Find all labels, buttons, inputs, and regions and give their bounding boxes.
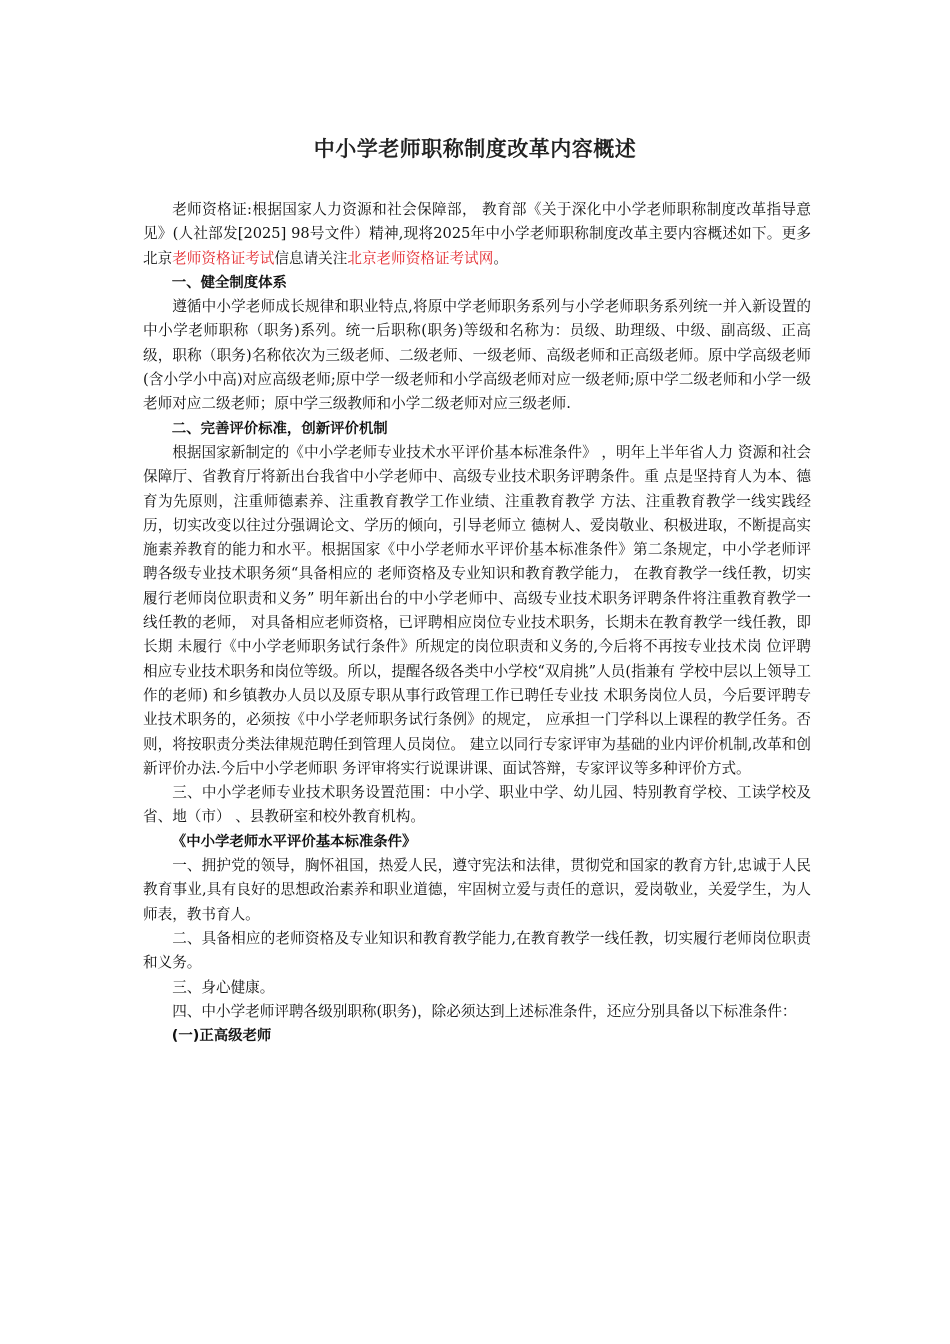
- document-title: 中小学老师职称制度改革内容概述: [313, 137, 637, 161]
- standards-heading: 《中小学老师水平评价基本标准条件》: [171, 833, 417, 850]
- intro-text-after: 。: [493, 249, 508, 267]
- section2-heading: 二、完善评价标准，创新评价机制: [171, 420, 388, 437]
- section2-paragraph: 根据国家新制定的《中小学老师专业技术水平评价基本标准条件》 ，明年上半年省人力 资源和社会保障厅、省教育厅将新出台我省中小学老师中、高级专业技术职务评聘条件。重 点是坚持育人为本、德育为先原则，注重师德素养、注重教育教学工作业绩、注重教育教学 方法、注重教育教学一线实践经历，切实改变以往过分强调论文、学历的倾向，引导老师立 德树人、爱岗敬业、积极进取，不断提高实施素养教育的能力和水平。根据国家《中小学老师水平评价基本标准条件》第二条规定，中小学老师评聘各级专业技术职务须“具备相应的 老师资格及专业知识和教育教学能力， 在教育教学一线任教，切实履行老师岗位职责和义务” 明年新出台的中小学老师中、高级专业技术职务评聘条件将注重教育教学一线任教的老师， 对具备相应老师资格，已评聘相应岗位专业技术职务，长期未在教育教学一线任教，即长期 未履行《中小学老师职务试行条件》所规定的岗位职责和义务的,今后将不再按专业技术岗 位评聘相应专业技术职务和岗位等级。所以，提醒各级各类中小学校“双肩挑”人员(指兼有 学校中层以上领导工作的老师) 和乡镇教办人员以及原专职从事行政管理工作已聘任专业技 术职务岗位人员，今后要评聘专业技术职务的，必须按《中小学老师职务试行条例》的规定， 应承担一门学科以上课程的教学任务。否则，将按职责分类法律规范聘任到管理人员岗位。 建立以同行专家评审为基础的业内评价机制,改革和创新评价办法.今后中小学老师职 务评审将实行说课讲课、面试答辩，专家评议等多种评价方式。: [143, 443, 811, 777]
- document-body: [143, 198, 811, 1048]
- standards-item-3: 三、身心健康。: [172, 978, 275, 996]
- exam-website-link[interactable]: 北京老师资格证考试网: [347, 249, 494, 267]
- section1-paragraph: 遵循中小学老师成长规律和职业特点,将原中学老师职务系列与小学老师职务系列统一并入新设置的中小学老师职称（职务)系列。统一后职称(职务)等级和名称为：员级、助理级、中级、副高级、正高级，职称（职务)名称依次为三级老师、二级老师、一级老师、高级老师和正高级老师。原中学高级老师(含小学小中高)对应高级老师;原中学一级老师和小学高级老师对应一级老师;原中学二级老师和小学一级老师对应二级老师；原中学三级教师和小学二级老师对应三级老师.: [143, 298, 811, 413]
- section1-heading: 一、健全制度体系: [171, 274, 287, 291]
- intro-paragraph: [143, 198, 811, 271]
- intro-text-before: 老师资格证:根据国家人力资源和社会保障部， 教育部《关于深化中小学老师职称制度改革指导意见》(人社部发[2025] 98号文件）精神,现将2025年中小学老师职称制度改革主要内容概述如下。更多北京: [143, 201, 811, 267]
- section3-paragraph: 三、中小学老师专业技术职务设置范围：中小学、职业中学、幼儿园、特别教育学校、工读学校及省、地（市） 、县教研室和校外教育机构。: [143, 784, 811, 826]
- standards-item-2: 二、具备相应的老师资格及专业知识和教育教学能力,在教育教学一线任教，切实履行老师岗位职责和义务。: [143, 929, 811, 972]
- exam-link[interactable]: 老师资格证考试: [172, 249, 275, 267]
- standards-subheading: (一)正高级老师: [171, 1028, 272, 1045]
- standards-item-4: 四、中小学老师评聘各级别职称(职务)，除必须达到上述标准条件，还应分别具备以下标准条件：: [172, 1002, 797, 1020]
- standards-item-1: 一、拥护党的领导，胸怀祖国，热爱人民，遵守宪法和法律，贯彻党和国家的教育方针,忠诚于人民教育事业,具有良好的思想政治素养和职业道德，牢固树立爱与责任的意识，爱岗敬业，关爱学生，为人师表，教书育人。: [143, 857, 811, 923]
- intro-text-middle: 信息请关注: [274, 249, 348, 267]
